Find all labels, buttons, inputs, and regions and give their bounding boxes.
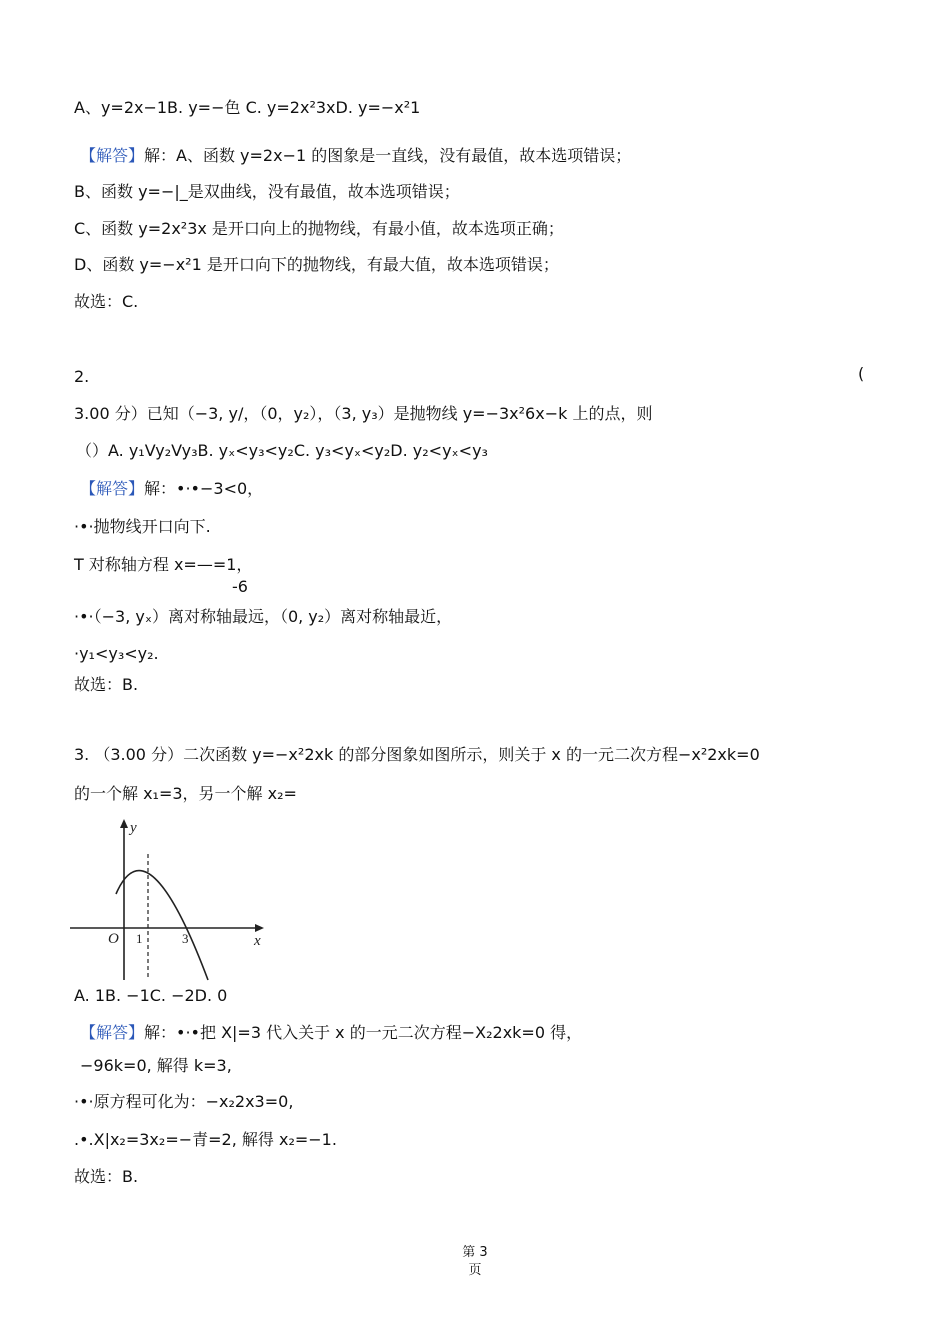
answer-line-q3: 【解答】解：•·•把 X|=3 代入关于 x 的一元二次方程−X₂2xk=0 得， xyxy=(80,1023,583,1042)
answer-step-4: ·y₁<y₃<y₂. xyxy=(74,644,159,663)
options-q3: A. 1B. −1C. −2D. 0 xyxy=(74,986,228,1005)
answer-choice-q3: 故选：B. xyxy=(74,1167,139,1186)
tick-label-3: 3 xyxy=(182,931,189,946)
answer-step-6: ·•·原方程可化为：−x₂2x3=0, xyxy=(74,1092,294,1111)
question-text-q3: 3. （3.00 分）二次函数 y=−x²2xk 的部分图象如图所示，则关于 x 的一元二次方程−x²2xk=0 xyxy=(74,745,760,764)
page-number-suffix: 页 xyxy=(468,1263,482,1278)
question-paren: ( xyxy=(858,364,865,383)
y-axis-arrow xyxy=(120,819,128,828)
page-number: 第 3 xyxy=(462,1245,488,1260)
answer-step-1: ·•·抛物线开口向下. xyxy=(74,517,211,536)
answer-tag: 【解答】 xyxy=(80,1023,145,1042)
answer-choice-q2: 故选：B. xyxy=(74,675,139,694)
answer-step-5: −96k=0, 解得 k=3, xyxy=(80,1056,232,1075)
tick-label-1: 1 xyxy=(136,931,143,946)
answer-line-c: C、函数 y=2x²3x 是开口向上的抛物线，有最小值，故本选项正确； xyxy=(74,219,564,238)
answer-step-7: .•.X|x₂=3x₂=−青=2, 解得 x₂=−1. xyxy=(74,1130,337,1149)
origin-label: O xyxy=(108,931,119,947)
answer-step-3: ·•·（−3, yₓ）离对称轴最远，（0, y₂）离对称轴最近， xyxy=(74,607,453,626)
y-axis-label: y xyxy=(130,820,137,836)
x-axis-label: x xyxy=(254,933,261,949)
answer-tag: 【解答】 xyxy=(80,479,145,498)
options-q2: （）A. y₁Vy₂Vy₃B. yₓ<y₃<y₂C. y₃<yₓ<y₂D. y₂<yₓ<y₃ xyxy=(76,441,488,460)
answer-line-d: D、函数 y=−x²1 是开口向下的抛物线，有最大值，故本选项错误； xyxy=(74,255,559,274)
answer-line-b: B、函数 y=−|_是双曲线，没有最值，故本选项错误； xyxy=(74,182,460,201)
option-line-q1: A、y=2x−1B. y=−色 C. y=2x²3xD. y=−x²1 xyxy=(74,98,421,117)
question-number-2: 2. xyxy=(74,367,90,386)
answer-choice-q1: 故选：C. xyxy=(74,292,139,311)
parabola-graph xyxy=(66,814,276,986)
question-text-q3-cont: 的一个解 x₁=3，另一个解 x₂= xyxy=(74,784,297,803)
answer-tag: 【解答】 xyxy=(80,146,145,165)
x-axis-arrow xyxy=(255,924,264,932)
answer-line-q1: 【解答】解：A、函数 y=2x−1 的图象是一直线，没有最值，故本选项错误； xyxy=(80,146,632,165)
parabola-curve xyxy=(116,871,208,980)
question-text-q2: 3.00 分）已知（−3, y/，（0，y₂），（3, y₃）是抛物线 y=−3x²6x−k 上的点，则 xyxy=(74,404,653,423)
fraction-denominator: -6 xyxy=(232,577,248,596)
answer-line-q2: 【解答】解：•·•−3<0， xyxy=(80,479,264,498)
answer-step-2: T 对称轴方程 x=—=1， xyxy=(74,555,253,574)
